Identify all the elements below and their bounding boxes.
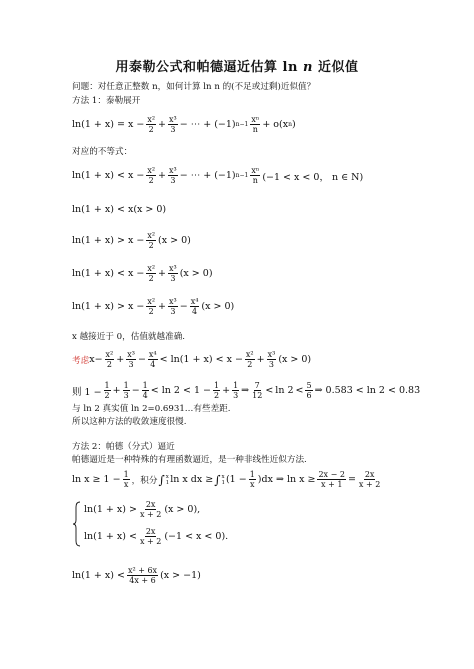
integral-word: ，积分 xyxy=(131,475,158,486)
f12-a: ln(1 + x) < xyxy=(72,570,125,581)
formula-ineq-2 xyxy=(72,231,191,250)
num: x³ xyxy=(127,350,135,359)
op: − xyxy=(179,301,188,312)
num: x³ xyxy=(169,115,177,124)
formula-integral xyxy=(72,470,383,489)
question-text: 问题：对任意正整数 n，如何计算 ln n 的(不足或过剩)近似值？ xyxy=(72,82,316,92)
title-var: n xyxy=(302,60,313,75)
frac xyxy=(251,381,263,400)
num: 1 xyxy=(123,470,129,479)
num: x² xyxy=(147,231,156,240)
upper: x xyxy=(221,473,225,480)
num: 1 xyxy=(214,381,220,390)
frac-x2-2 xyxy=(146,115,156,134)
f9-a: ln x ≥ 1 − xyxy=(72,474,121,485)
den: 2 xyxy=(148,307,154,316)
op: − xyxy=(94,354,103,365)
num: 1 xyxy=(233,381,239,390)
den: 3 xyxy=(170,307,176,316)
den: 6 xyxy=(306,391,312,400)
num: x³ xyxy=(169,264,177,273)
title-text: 用泰勒公式和帕德逼近估算 ln xyxy=(115,60,298,75)
den: 2 xyxy=(247,360,253,369)
method1-heading: 方法 1：泰勒展开 xyxy=(72,96,141,106)
num: 5 xyxy=(306,381,312,390)
lower: 1 xyxy=(221,479,225,486)
num: x² xyxy=(147,264,156,273)
num: x³ xyxy=(169,297,177,306)
num: x² + 6x xyxy=(127,566,158,575)
ln2: ln 2 xyxy=(275,385,294,396)
compare-text: 与 ln 2 真实值 ln 2=0.6931…有些差距. xyxy=(72,404,231,414)
den: 2 xyxy=(148,274,154,283)
frac xyxy=(139,500,162,519)
frac-x3-3 xyxy=(168,115,178,134)
frac xyxy=(127,566,158,585)
f11-cond: (−1 < x < 0). xyxy=(164,531,229,542)
inequalities-heading: 对应的不等式： xyxy=(72,147,133,157)
close: ) xyxy=(291,119,296,130)
den: 2 xyxy=(148,125,154,134)
op: + xyxy=(116,354,125,365)
f1-left: ln(1 + x) = x − xyxy=(72,119,145,130)
formula-ineq-n: ln(1 + x) < x − $\frac{\text{x²}}{2}$ + $\frac{\text{x³}}{3}$ − ⋯ + (−1) n−1 $\frac{\text{xⁿ}}{n}$ (−1 < x < 0， n ∈ N) xyxy=(72,166,364,185)
frac xyxy=(168,264,178,283)
formula-ln2-bounds xyxy=(72,381,420,400)
integral-sign: ∫ xyxy=(214,472,221,487)
frac xyxy=(104,381,111,400)
f8-b: < ln 2 < 1 − xyxy=(150,385,211,396)
den: 2 xyxy=(214,391,220,400)
frac xyxy=(126,350,136,369)
num: xⁿ xyxy=(251,166,260,175)
f2-left: ln(1 + x) < x − xyxy=(72,170,145,181)
num: x² xyxy=(105,350,114,359)
f5-left: ln(1 + x) < x − xyxy=(72,268,145,279)
num: 2x xyxy=(145,527,156,536)
op: + xyxy=(158,170,166,181)
op: + xyxy=(158,301,166,312)
f2-cond: (−1 < x < 0， n ∈ N) xyxy=(262,171,364,183)
op: + xyxy=(222,385,231,396)
frac xyxy=(267,350,277,369)
frac xyxy=(123,381,130,400)
num: x³ xyxy=(169,166,177,175)
frac xyxy=(232,381,239,400)
f9-d: )dx ⇒ ln x ≥ xyxy=(257,474,316,485)
op: < xyxy=(295,385,304,396)
num: 2x xyxy=(145,500,156,509)
den: n xyxy=(252,176,258,185)
num: x⁴ xyxy=(190,297,199,306)
frac xyxy=(249,470,256,489)
formula-taylor: ln(1 + x) = x − $\frac{\text{x²}}{2}$ + $\frac{\text{x³}}{3}$ − ⋯ + (−1) n−1 $\frac{\text{xⁿ}}{n}$ + o(x n ) xyxy=(72,115,296,134)
formula-consider xyxy=(72,350,311,369)
op: + xyxy=(256,354,265,365)
den: 3 xyxy=(170,176,176,185)
op: ⇒ xyxy=(241,385,250,396)
frac xyxy=(139,527,162,546)
cdots: − ⋯ + (−1) xyxy=(179,119,236,130)
num: 2x xyxy=(364,470,375,479)
f4-left: ln(1 + x) > x − xyxy=(72,235,145,246)
op: − xyxy=(137,354,146,365)
f4-cond: (x > 0) xyxy=(158,235,191,246)
num: x⁴ xyxy=(148,350,157,359)
op: + xyxy=(112,385,121,396)
frac xyxy=(190,297,200,316)
f8-c: ⇒ 0.583 < ln 2 < 0.83̇ xyxy=(314,385,421,396)
den: 12 xyxy=(252,391,263,400)
den: 2 xyxy=(104,391,110,400)
left-brace xyxy=(72,501,82,547)
f10-a: ln(1 + x) > xyxy=(84,504,137,515)
f5-cond: (x > 0) xyxy=(179,268,213,279)
den: 3 xyxy=(123,391,129,400)
title-tail: 近似值 xyxy=(317,60,359,75)
op: − xyxy=(131,385,140,396)
den: x + 2 xyxy=(139,537,162,546)
f7-mid: < ln(1 + x) < x − xyxy=(159,354,243,365)
frac xyxy=(168,166,178,185)
f11-a: ln(1 + x) < xyxy=(84,531,137,542)
frac xyxy=(146,166,156,185)
x: x xyxy=(89,354,95,365)
den: 2 xyxy=(148,241,154,250)
method2-heading: 方法 2：帕德（分式）逼近 xyxy=(72,442,175,452)
frac xyxy=(146,297,156,316)
frac xyxy=(105,350,115,369)
limits xyxy=(221,474,225,486)
f8-a: 则 1 − xyxy=(72,386,102,398)
num: 1 xyxy=(123,381,129,390)
den: 2 xyxy=(106,360,112,369)
den: 4 xyxy=(192,307,198,316)
frac xyxy=(250,166,260,185)
formula-pade-lower xyxy=(84,500,200,519)
num: xⁿ xyxy=(251,115,260,124)
num: x² xyxy=(147,115,156,124)
den: x xyxy=(123,480,129,489)
den: 4 xyxy=(142,391,148,400)
den: x xyxy=(249,480,255,489)
f9-c: (1 − xyxy=(225,474,247,485)
limits xyxy=(166,474,170,486)
num: 1 xyxy=(142,381,148,390)
frac xyxy=(168,297,178,316)
num: x² xyxy=(147,166,156,175)
cdots: − ⋯ + (−1) xyxy=(179,170,236,181)
note-accuracy: x 越接近于 0，估值就越准确. xyxy=(72,332,186,342)
den: 2 xyxy=(148,176,154,185)
frac xyxy=(148,350,158,369)
den: x + 2 xyxy=(139,510,162,519)
op: < xyxy=(265,385,274,396)
den: x + 1 xyxy=(321,480,343,489)
f12-cond: (x > −1) xyxy=(160,570,201,581)
den: x + 2 xyxy=(358,480,381,489)
consider-label: 考虑 xyxy=(72,355,90,366)
frac-xn-n xyxy=(250,115,260,134)
formula-ineq-1: ln(1 + x) < x(x > 0) xyxy=(72,204,167,215)
frac xyxy=(358,470,381,489)
den: 3 xyxy=(170,274,176,283)
num: 2x − 2 xyxy=(318,470,345,479)
frac xyxy=(146,231,156,250)
formula-ineq-4 xyxy=(72,297,234,316)
den: 3 xyxy=(233,391,239,400)
formula-ineq-3 xyxy=(72,264,213,283)
pade-description: 帕德逼近是一种特殊的有理函数逼近，是一种非线性近似方法. xyxy=(72,455,307,465)
num: 7 xyxy=(254,381,260,390)
num: x² xyxy=(245,350,254,359)
frac xyxy=(146,264,156,283)
num: x³ xyxy=(267,350,276,359)
page-title xyxy=(0,56,474,75)
op: + xyxy=(158,119,166,130)
frac xyxy=(123,470,130,489)
op: = xyxy=(347,474,356,485)
f6-cond: (x > 0) xyxy=(201,301,235,312)
num: x² xyxy=(147,297,156,306)
formula-pade-quadratic xyxy=(72,566,201,585)
upper: x xyxy=(165,473,169,480)
integral-sign: ∫ xyxy=(158,472,165,487)
den: 3 xyxy=(170,125,176,134)
f9-b: ln x dx ≥ xyxy=(170,474,214,485)
lower: 1 xyxy=(165,479,170,486)
conclusion-text: 所以这种方法的收敛速度很慢. xyxy=(72,417,187,427)
f10-cond: (x > 0), xyxy=(164,504,201,515)
den: 4 xyxy=(150,360,156,369)
num: 1 xyxy=(249,470,255,479)
op: + xyxy=(158,268,166,279)
f1-right: + o(x xyxy=(262,119,289,130)
frac xyxy=(317,470,345,489)
den: 3 xyxy=(268,360,275,369)
frac xyxy=(213,381,220,400)
f6-left: ln(1 + x) > x − xyxy=(72,301,145,312)
frac xyxy=(142,381,149,400)
den: n xyxy=(252,125,258,134)
frac xyxy=(305,381,312,400)
formula-pade-upper xyxy=(84,527,228,546)
frac xyxy=(245,350,255,369)
num: 1 xyxy=(104,381,110,390)
f7-cond: (x > 0) xyxy=(278,354,312,365)
den: 3 xyxy=(128,360,134,369)
den: 4x + 6 xyxy=(129,576,156,585)
